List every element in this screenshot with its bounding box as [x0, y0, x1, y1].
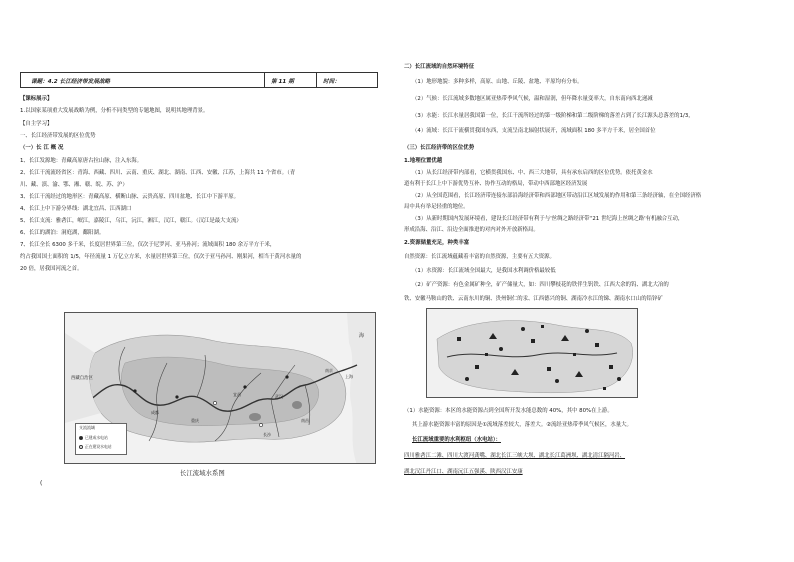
goal-heading: 【课标展示】	[20, 96, 53, 102]
location-item: （3）从新时期国内发展环境看，建设长江经济带有利于与'丝绸之路经济带''21 世纪海上丝绸之路'有机融合互动，	[412, 216, 684, 222]
section-1-title: 一、长江经济带发展的区位优势	[20, 133, 96, 139]
issue-cell	[265, 73, 317, 87]
location-item: （2）从全国范围看，长江经济带连接东部沿海经济带和西部地区带动沿江区域发展的作用和第三条经济轴，在全国经济格	[412, 193, 702, 199]
nature-item: （2）气候：长江流域多数地区属亚热带季风气候，温和湿润，但年降水量变率大，自东南向西北递减	[412, 96, 653, 102]
map-caption: 长江流域水系图	[180, 469, 225, 477]
built-station-icon	[79, 436, 83, 440]
hydro-hubs-title: 长江流域重要的水利枢纽（水电站）：	[412, 437, 501, 443]
tibet-label: 西藏自治区	[71, 376, 93, 381]
subsection-1-title: （一）长 江 概 况	[20, 145, 64, 151]
time-cell	[317, 73, 377, 87]
place-label: 长沙	[263, 432, 271, 437]
overview-item: 6、长江的湖泊：洞庭湖，鄱阳湖。	[20, 230, 105, 236]
hydro-item: （1）水能资源：本区的水能资源占到全国所开发水能总数的 40%，其中 80%在上游。	[404, 408, 613, 414]
place-label: 成都	[151, 410, 159, 415]
self-study-heading: 【自主学习】	[20, 121, 53, 127]
section-2-title: 二）长江流域的自然环境特征	[404, 64, 475, 70]
mineral-map-graphic	[427, 309, 638, 398]
resource-item: （1）水资源：长江流域全国最大，是我国水利调价格最较低	[412, 268, 556, 274]
place-label: 重庆	[191, 418, 199, 423]
location-item: （1）从长江经济带内部看，它横贯我国东、中、西三大地带，具有承东启西的区位优势。依托黄金水	[412, 170, 653, 176]
overview-item: 1、长江发源地：青藏高原唐古拉山脉，注入东海。	[20, 158, 143, 164]
map-legend	[75, 423, 127, 455]
overview-item: 2、长江干流流经省区：青海、西藏、四川、云南、重庆、湖北、湖南、江西、安徽、江苏，上海共 11 个省市。（青	[20, 170, 296, 176]
nature-item: （1）地形地貌：多种多样，高原、山地、丘陵、盆地、平原均有分布。	[412, 79, 583, 85]
bottom-mark: (	[40, 480, 43, 487]
building-station-icon	[79, 445, 83, 449]
resources-intro: 自然资源：长江流域蕴藏着丰富的自然资源，主要有五大资源。	[404, 254, 555, 260]
place-label: 宜昌	[233, 392, 241, 397]
nature-item: （4）流域：长江干流横贯我国东西，支流呈南北辐射状展开，流域面积 180 多平方千米，居全国首位	[412, 128, 656, 134]
overview-item: 约占我国国土面积的 1/5，年径流量 1 万亿立方米，水量居世界第三位，仅次于亚马孙河、刚果河，相当于黄河水量的	[20, 254, 302, 260]
yangtze-river-system-map	[64, 312, 376, 464]
overview-item: 5、长江支流：雅砻江，岷江，嘉陵江，乌江，沅江，湘江，汉江，赣江。（汉江是最大支流）	[20, 218, 242, 224]
mineral-resources-map	[426, 308, 638, 398]
time-label: 时间：	[323, 79, 340, 85]
place-label: 南昌	[301, 418, 309, 423]
sea-label: 海	[359, 333, 365, 339]
section-3-title: （三）长江经济带的区位优势	[404, 145, 475, 151]
goal-text: 1.以国家某项重大发展战略为例，分析不同类型的专题地图，说明其地理背景。	[20, 108, 209, 114]
resources-title: 2.资源储量充足，种类丰富	[404, 240, 470, 246]
resource-item: （2）矿产资源：有色金属矿种全，矿产储量大，如：四川攀枝花的铁伴生钒铁、江西大余的钨、湖北大冶的	[412, 282, 669, 288]
resource-item: 铁、安徽马鞍山的铁、云南东川的铜、贵州铜仁的汞、江西德兴的铜、湖南冷水江的锑、湖南水口山的铅锌矿	[404, 296, 663, 302]
overview-item: 7、长江全长 6300 多千米，长度居世界第三位，仅次于尼罗河、亚马孙河；流域面积 180 余万平方千米，	[20, 242, 276, 248]
topic-cell	[21, 73, 265, 87]
location-item: 局中具有举足轻重的地位。	[404, 204, 469, 210]
place-label: 南京	[325, 368, 333, 373]
place-label: 武汉	[275, 394, 283, 399]
location-item: 道有利于长江上中下游优势互补、协作互动的格局，带动中西部地区经济发展	[404, 181, 588, 187]
issue-number: 第 11 期	[271, 79, 294, 85]
overview-item: 3、长江干流经过的地形区：青藏高原、横断山脉、云贵高原、四川盆地、长江中下游平原。	[20, 194, 240, 200]
location-item: 形成沿海、沿江、沿边全面推进的对内对外开放新格局。	[404, 227, 539, 233]
place-label: 上海	[345, 374, 353, 379]
location-title: 1.地理位置优越	[404, 158, 443, 164]
hydro-item: 其上游水能资源丰富的原因是①流域落差较大，落差大。②流经亚热带季风气候区，水量大。	[412, 422, 632, 428]
legend-title: 支流流域	[79, 425, 95, 430]
hydro-hub-list: 湖北汉江丹江口、湖南沅江五强溪、陕西汉江安康	[404, 469, 523, 475]
lesson-header-table	[20, 72, 378, 88]
overview-item: 4、长江上中下游分界线：湖北宜昌、江西湖口	[20, 206, 132, 212]
legend-building: 正在建设水电站	[79, 444, 112, 450]
poyang-lake	[292, 401, 302, 409]
nature-item: （3）水能：长江水量居我国第一位，长江干流所经过的第一级阶梯和第二级阶梯的落差占到了长江源头总落差的1/3，	[412, 113, 694, 119]
overview-item: 20 倍，居我国河流之首。	[20, 266, 83, 272]
overview-item: 川、藏、滇、渝、鄂、湘、赣、皖、苏、沪）	[20, 182, 128, 188]
dongting-lake	[249, 413, 261, 421]
hydro-hub-list: 四川雅砻江二滩、四川大渡河龚嘴、湖北长江三峡大坝、湖北长江葛洲坝、湖北清江隔河岩、	[404, 453, 626, 459]
legend-built: 已建成水电站	[79, 435, 108, 441]
lesson-topic: 课题：4.2 长江经济带发展战略	[31, 79, 110, 85]
